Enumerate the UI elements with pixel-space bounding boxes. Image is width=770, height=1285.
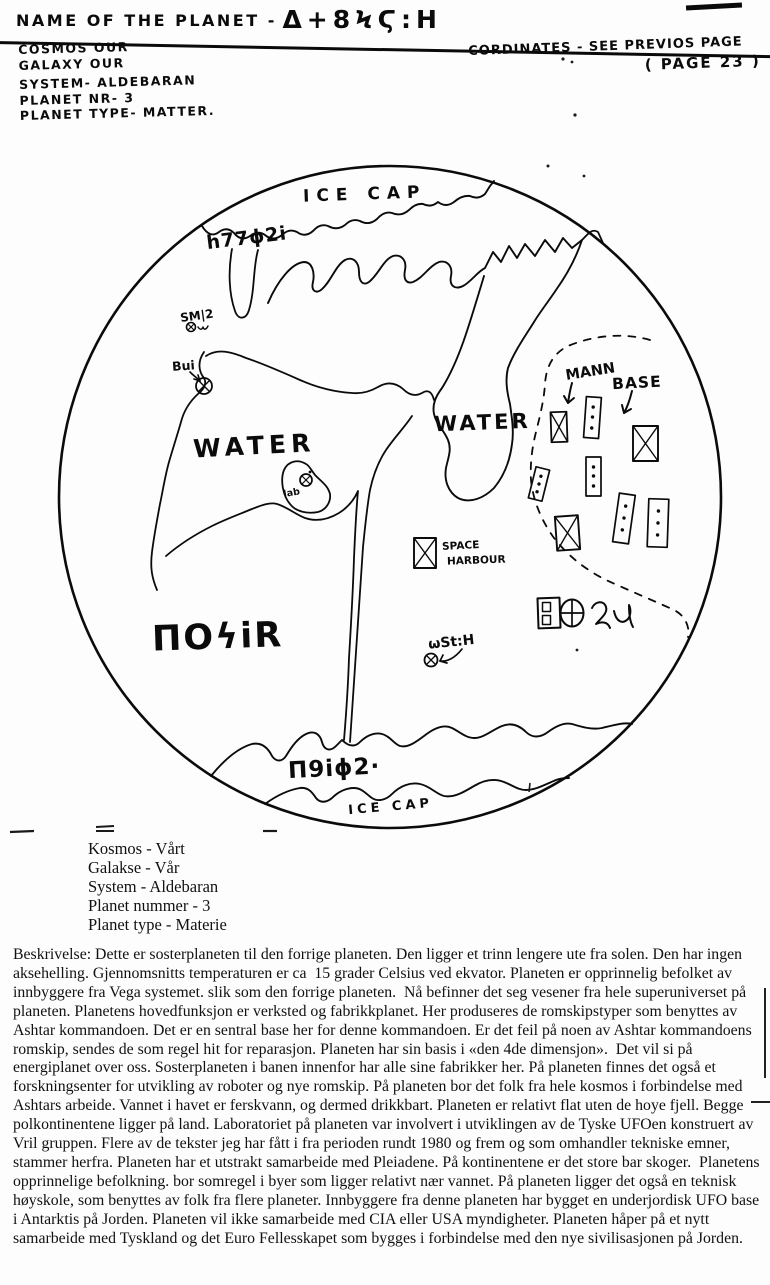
space-harbour-label-line1: SPACE xyxy=(441,538,480,553)
planet-meta-block xyxy=(18,37,215,124)
east-city-glyphs: ωSt:H xyxy=(427,632,476,653)
typed-summary-list xyxy=(88,839,227,934)
settlement-marker-east-city xyxy=(425,654,438,667)
base-building-x-3 xyxy=(555,515,580,551)
meta-line-system: SYSTEM- ALDEBARAN xyxy=(18,72,197,92)
ice-cap-bottom-label: ICE CAP xyxy=(347,795,434,819)
summary-planet-nummer: Planet nummer - 3 xyxy=(88,896,211,915)
title-label: NAME OF THE PLANET - xyxy=(16,11,277,30)
base-label: BASE xyxy=(611,372,663,394)
base-sign-glyphs xyxy=(537,598,633,629)
central-continent-coast xyxy=(268,238,582,500)
mann-label: MANN xyxy=(564,360,617,384)
space-harbour-building xyxy=(414,538,436,568)
south-ice-cap-edge-upper xyxy=(211,723,632,776)
summary-galakse: Galakse - Vår xyxy=(88,858,180,877)
base-arrow xyxy=(622,391,632,413)
fjord-inlet xyxy=(230,249,258,318)
base-building-dotted-4 xyxy=(613,493,636,544)
coordinates-line2: ( PAGE 23 ) xyxy=(644,51,762,74)
bui-arrow xyxy=(190,372,200,381)
station-2-glyphs: Bui xyxy=(171,357,196,374)
planet-name-glyphs: Δ+8ϞϚ:H xyxy=(282,5,442,34)
meta-line-planet-type: PLANET TYPE- MATTER. xyxy=(19,102,216,123)
left-sea-north-coast xyxy=(206,352,378,394)
river-east-bank xyxy=(350,416,412,742)
base-building-dotted-5 xyxy=(647,499,669,548)
space-harbour-label-line2: HARBOUR xyxy=(446,553,506,568)
strait-coast xyxy=(378,383,434,400)
water-left-label: WATER xyxy=(192,428,316,464)
water-right-label: WATER xyxy=(433,408,532,437)
meta-line-planet-nr: PLANET NR- 3 xyxy=(19,89,135,108)
summary-system: System - Aldebaran xyxy=(88,877,219,896)
base-building-x-2 xyxy=(633,426,658,461)
west-region-glyphs: ΠOϟiR xyxy=(151,615,284,660)
base-building-x-1 xyxy=(550,412,567,443)
settlement-marker-sm2 xyxy=(187,323,209,332)
base-building-dotted-2 xyxy=(528,467,549,501)
document-title xyxy=(16,5,442,34)
north-glyphs: h77ϕ2i xyxy=(205,222,289,255)
mann-arrow xyxy=(564,383,574,403)
station-1-glyphs: SM|2 xyxy=(179,306,215,326)
base-territory-dashed-boundary xyxy=(531,336,689,637)
summary-kosmos: Kosmos - Vårt xyxy=(88,839,185,858)
lab-glyphs: lab xyxy=(282,486,301,500)
right-margin-scan-dash xyxy=(751,1101,770,1103)
lab-marker xyxy=(300,471,312,486)
coordinates-line1: CORDINATES - SEE PREVIOS PAGE xyxy=(468,34,743,59)
meta-line-cosmos: COSMOS OUR xyxy=(18,39,129,57)
meta-line-galaxy: GALAXY OUR xyxy=(18,54,125,73)
right-margin-scan-line xyxy=(764,988,766,1078)
base-building-dotted-1 xyxy=(584,397,602,439)
description-paragraph: Beskrivelse: Dette er sosterplaneten til den forrige planeten. Den ligger et trinn lengere ute fra solen. Den har ingen aksehelling. Gjennomsnitts temperaturen er ca 15 grader Celsius ved ekvator. Planeten er opprinnelig befolket av innbyggere fra Vega systemet. slik som den forrige planeten. Nå befinner det seg vesener fra hele superuniverset på planeten. Planetens hovedfunksjon er verksted og fabrikkplanet. Her produseres de romskipstyper som benyttes av Ashtar kommandoen. Det er en sentral base her for denne kommandoen. Er det feil på noen av Ashtar kommandoens romskip, sendes de som regel hit for reparasjon. Planeten har sin basis i «den 4de dimensjon». Det vil si på energiplanet over oss. Sosterplaneten i banen innenfor har alle sine fabrikker her. På planeten finnes det også et forskningsenter for utvikling av roboter og nye romskip. På planeten bor det folk fra hele kosmos i forbindelse med Ashtars arbeide. Vannet i havet er ferskvann, og dermed drikkbart. Planeten er relativt flat uten de hoye fjell. Begge polkontinentene ligger på land. Laboratoriet på planeten var involvert i utviklingen av de Tyske UFOen konstruert av Vril gruppen. Flere av de tekster jeg har fått i fra perioden rundt 1980 og frem og som omhandler tekniske emner, stammer herfra. Planeten har et utstrakt samarbeide med Pleiadene. På kontinentene er det store bar skoger. Planetens opprinnelige befolkning. bor somregel i byer som ligger relativt nær vannet. På planeten ligger det også en teknisk høyskole, som benyttes av folk fra flere planeter. Innbyggere fra denne planeten har bygget en underjordisk UFO base i Antarktis på Jorden. Planeten vil ikke samarbeide med CIA eller USA myndigheter. Planeten håper på et nytt samarbeide med Tyskland og det Euro Fellesskapet som bygges i forbindelse med den nye sivilisasjonen på Jorden. xyxy=(13,946,764,1247)
planet-circle xyxy=(59,166,721,828)
summary-planet-type: Planet type - Materie xyxy=(88,915,227,934)
south-region-glyphs: Π9iϕ2· xyxy=(287,753,381,785)
ice-cap-top-label: ICE CAP xyxy=(302,182,427,207)
base-building-dotted-3 xyxy=(586,457,601,496)
